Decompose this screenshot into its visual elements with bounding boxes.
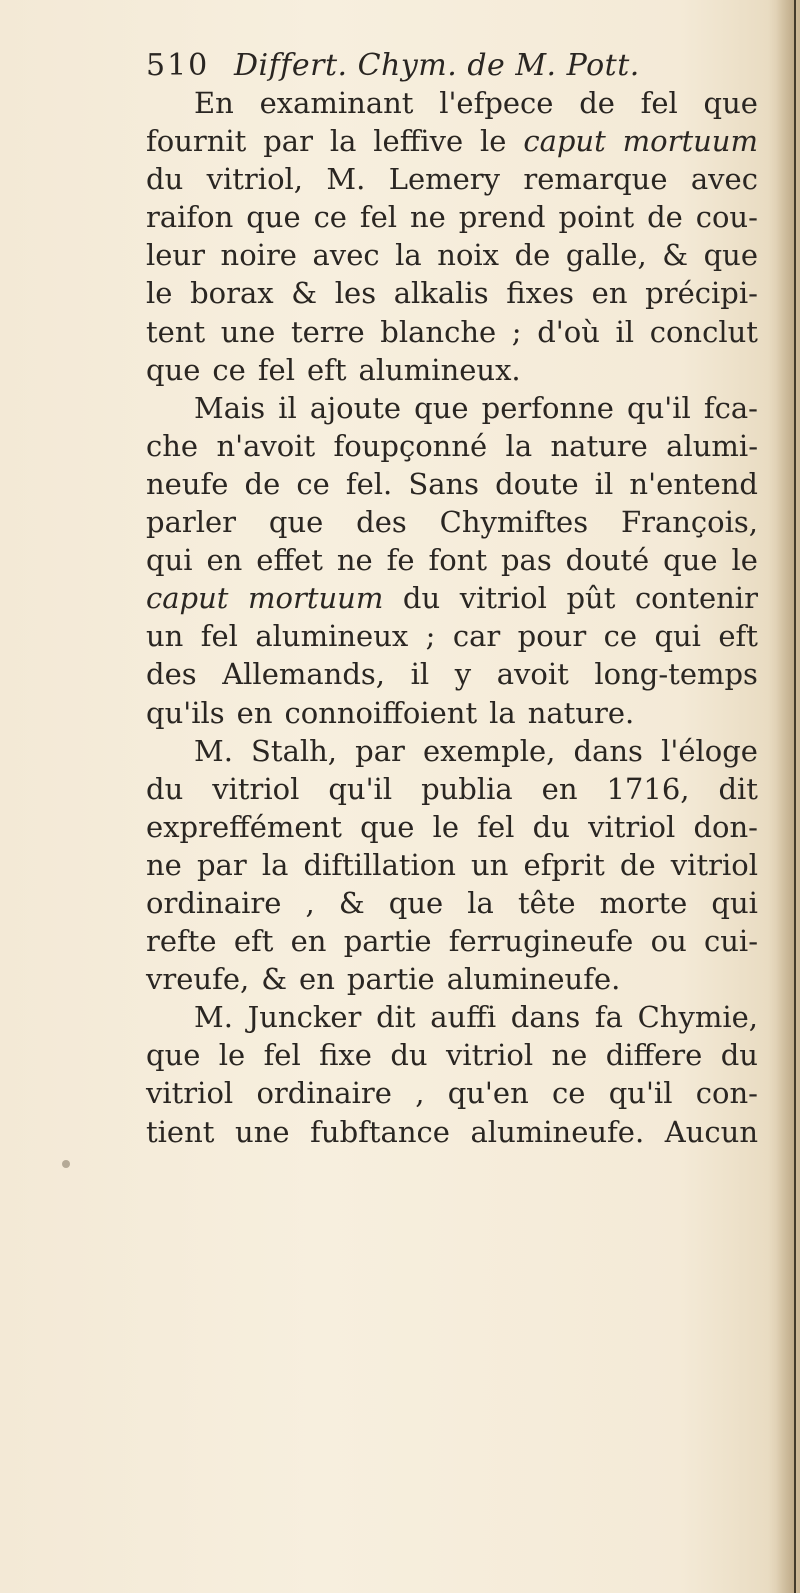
word: précipi- (645, 276, 758, 311)
word: & (662, 238, 689, 273)
word: noire (220, 238, 297, 273)
word: fa (594, 1000, 623, 1035)
word: Chymiftes (439, 505, 589, 540)
word: don- (693, 809, 758, 844)
word: une (220, 314, 276, 349)
word: prend (458, 200, 546, 235)
word: eft (306, 352, 347, 387)
word: les (334, 276, 377, 311)
word: ce (603, 619, 638, 654)
running-title: Differt. Chym. de M. Pott. (234, 48, 640, 83)
word: tête (517, 885, 576, 920)
word: dans (510, 1000, 581, 1035)
word: la (261, 847, 289, 882)
word: conclut (649, 314, 758, 349)
word: fel. (345, 466, 393, 501)
word: ce (212, 352, 246, 387)
text-line (146, 122, 758, 160)
word: vitriol, (206, 162, 304, 197)
word: neufe (146, 466, 229, 501)
word: la (395, 238, 422, 273)
word: & (261, 962, 288, 997)
word: mortuum (248, 581, 384, 616)
word: n'avoit (216, 428, 316, 463)
word: que (388, 885, 444, 920)
word: ce (296, 466, 330, 501)
word: avec (690, 162, 758, 197)
page-edge-shadow (776, 0, 794, 1593)
word: Allemands, (222, 657, 385, 692)
text-line (146, 84, 758, 122)
text-line (146, 541, 758, 579)
word: vitriol (212, 771, 300, 806)
word: eft (233, 924, 274, 959)
word: blanche (380, 314, 497, 349)
word: la (489, 695, 516, 730)
word: fca- (703, 390, 758, 425)
word: noix (437, 238, 500, 273)
word: que (360, 809, 415, 844)
word: d'où (537, 314, 600, 349)
word: , (415, 1076, 425, 1111)
word: tient (146, 1114, 215, 1149)
word: que (703, 86, 758, 120)
word: fel (263, 1038, 301, 1073)
word: ferrugineufe (448, 924, 634, 959)
word: auffi (430, 1000, 497, 1035)
word: M. (326, 162, 366, 197)
word: & (291, 276, 318, 311)
word: & (338, 885, 365, 920)
word: ne (146, 847, 182, 882)
word: ajoute (309, 390, 402, 425)
word: terre (290, 314, 365, 349)
word: M. (194, 1000, 233, 1035)
text-line (146, 694, 758, 732)
word: des (146, 657, 197, 692)
text-line (146, 503, 758, 541)
word: M. (194, 733, 233, 768)
word: fubftance (310, 1114, 450, 1149)
word: caput (146, 581, 229, 616)
text-line (146, 465, 758, 503)
word: il (615, 314, 635, 349)
word: che (146, 428, 199, 463)
word: de (244, 466, 281, 501)
word: diftillation (303, 847, 456, 882)
word: leffive (373, 124, 464, 159)
word: en (299, 962, 335, 997)
word: du (146, 162, 184, 197)
word: differe (605, 1038, 703, 1073)
word: pour (517, 619, 587, 654)
word: dans (573, 733, 643, 768)
word: n'entend (629, 466, 758, 501)
word: en (206, 543, 243, 578)
word: partie (346, 962, 435, 997)
text-line (146, 236, 758, 274)
word: du (390, 1038, 428, 1073)
text-line (146, 274, 758, 312)
page-edge-line (794, 0, 796, 1593)
word: Sans (408, 466, 480, 501)
word: perfonne (481, 390, 614, 425)
text-line (146, 770, 758, 808)
text-line (146, 198, 758, 236)
text-line (146, 655, 758, 693)
word: Chymie, (637, 1000, 758, 1035)
word: que (414, 390, 469, 425)
word: l'efpece (439, 86, 554, 120)
text-line (146, 808, 758, 846)
word: qu'il (608, 1076, 673, 1111)
text-line (146, 1036, 758, 1074)
word: que (703, 238, 758, 273)
word: alkalis (393, 276, 489, 311)
word: fixe (319, 1038, 372, 1073)
word: le (480, 124, 507, 159)
word: vitriol (146, 1076, 234, 1111)
word: Mais (194, 390, 266, 425)
text-line (146, 351, 758, 389)
word: fel (477, 809, 515, 844)
page-header (146, 46, 746, 86)
word: fel (640, 86, 678, 120)
word: contenir (634, 581, 758, 616)
word: Juncker (247, 1000, 362, 1035)
text-line (146, 160, 758, 198)
text-line (146, 579, 758, 617)
word: en (591, 276, 628, 311)
word: fel (257, 352, 295, 387)
word: une (235, 1114, 290, 1149)
word: remarque (523, 162, 668, 197)
word: il (410, 657, 430, 692)
word: par (355, 733, 405, 768)
word: foupçonné (333, 428, 488, 463)
word: alumineux. (358, 352, 521, 387)
word: qui (146, 543, 193, 578)
word: pas (500, 543, 552, 578)
word: du (532, 809, 570, 844)
word: doute (495, 466, 579, 501)
text-line (146, 884, 758, 922)
text-line (146, 922, 758, 960)
word: borax (190, 276, 274, 311)
word: en (236, 695, 273, 730)
word: partie (343, 924, 432, 959)
word: alumineufe. (470, 1114, 645, 1149)
word: fe (386, 543, 415, 578)
word: ne (336, 543, 373, 578)
word: le (432, 809, 460, 844)
word: alumi- (666, 428, 758, 463)
word: ne (409, 200, 446, 235)
word: effet (256, 543, 323, 578)
word: Stalh, (251, 733, 338, 768)
word: la (329, 124, 357, 159)
word: de (579, 86, 615, 120)
word: un (471, 847, 509, 882)
word: alumineux (255, 619, 409, 654)
word: ; (511, 314, 522, 349)
word: mortuum (622, 124, 758, 159)
word: le (146, 276, 173, 311)
text-line (146, 313, 758, 351)
word: qui (711, 885, 758, 920)
word: qu'en (447, 1076, 529, 1111)
text-line (146, 960, 758, 998)
word: que (246, 200, 301, 235)
word: nature. (527, 695, 635, 730)
word: connoiffoient (284, 695, 478, 730)
word: le (218, 1038, 246, 1073)
word: douté (565, 543, 650, 578)
body-text (146, 84, 758, 1151)
word: du (146, 771, 184, 806)
word: font (428, 543, 488, 578)
word: ce (313, 200, 347, 235)
text-line (146, 1074, 758, 1112)
word: ce (552, 1076, 586, 1111)
word: cui- (704, 924, 758, 959)
word: vreufe, (146, 962, 250, 997)
word: parler (146, 505, 237, 540)
ink-blot (62, 1160, 70, 1168)
word: dit (718, 771, 758, 806)
word: En (194, 86, 234, 120)
word: publia (421, 771, 513, 806)
word: caput (523, 124, 606, 159)
word: qui (654, 619, 701, 654)
word: de (619, 847, 656, 882)
word: qu'il (627, 390, 691, 425)
word: y (454, 657, 472, 692)
word: avoit (496, 657, 569, 692)
word: point (558, 200, 635, 235)
word: que (663, 543, 718, 578)
word: de (647, 200, 683, 235)
word: examinant (259, 86, 414, 120)
word: des (356, 505, 407, 540)
word: ordinaire (256, 1076, 392, 1111)
text-line (146, 389, 758, 427)
word: ordinaire (146, 885, 282, 920)
word: tent (146, 314, 206, 349)
word: pût (566, 581, 616, 616)
word: du (402, 581, 441, 616)
word: avec (312, 238, 380, 273)
word: vitriol (445, 1038, 534, 1073)
word: de (514, 238, 551, 273)
text-line (146, 1113, 758, 1151)
word: expreffément (146, 809, 342, 844)
word: fixes (506, 276, 575, 311)
word: galle, (565, 238, 647, 273)
word: par (263, 124, 313, 159)
word: que (268, 505, 324, 540)
word: un (146, 619, 184, 654)
word: qu'ils (146, 695, 225, 730)
word: vitriol (670, 847, 758, 882)
word: leur (146, 238, 205, 273)
text-line (146, 846, 758, 884)
word: la (467, 885, 494, 920)
word: par (196, 847, 247, 882)
word: qu'il (328, 771, 393, 806)
word: fournit (146, 124, 247, 159)
word: ne (551, 1038, 588, 1073)
word: en (541, 771, 578, 806)
text-line (146, 732, 758, 770)
word: raifon (146, 200, 234, 235)
word: refte (146, 924, 217, 959)
text-line (146, 617, 758, 655)
word: vitriol (588, 809, 676, 844)
word: il (594, 466, 614, 501)
word: que (146, 1038, 201, 1073)
word: du (720, 1038, 758, 1073)
word: , (305, 885, 315, 920)
word: exemple, (423, 733, 556, 768)
word: l'éloge (661, 733, 758, 768)
word: Lemery (388, 162, 501, 197)
word: morte (599, 885, 688, 920)
text-line (146, 427, 758, 465)
word: efprit (523, 847, 605, 882)
word: la (505, 428, 533, 463)
word: dit (376, 1000, 416, 1035)
word: car (452, 619, 501, 654)
word: le (731, 543, 758, 578)
word: que (146, 352, 201, 387)
word: eft (718, 619, 758, 654)
word: con- (695, 1076, 758, 1111)
word: ; (425, 619, 436, 654)
page-number: 510 (146, 48, 210, 83)
word: nature (550, 428, 648, 463)
word: alumineufe. (446, 962, 621, 997)
word: long-temps (594, 657, 758, 692)
word: François, (620, 505, 758, 540)
text-line (146, 998, 758, 1036)
word: fel (200, 619, 238, 654)
word: Aucun (664, 1114, 758, 1149)
word: 1716, (606, 771, 690, 806)
word: il (278, 390, 297, 425)
word: en (290, 924, 327, 959)
word: vitriol (459, 581, 547, 616)
word: ou (650, 924, 687, 959)
word: fel (359, 200, 398, 235)
word: cou- (695, 200, 758, 235)
